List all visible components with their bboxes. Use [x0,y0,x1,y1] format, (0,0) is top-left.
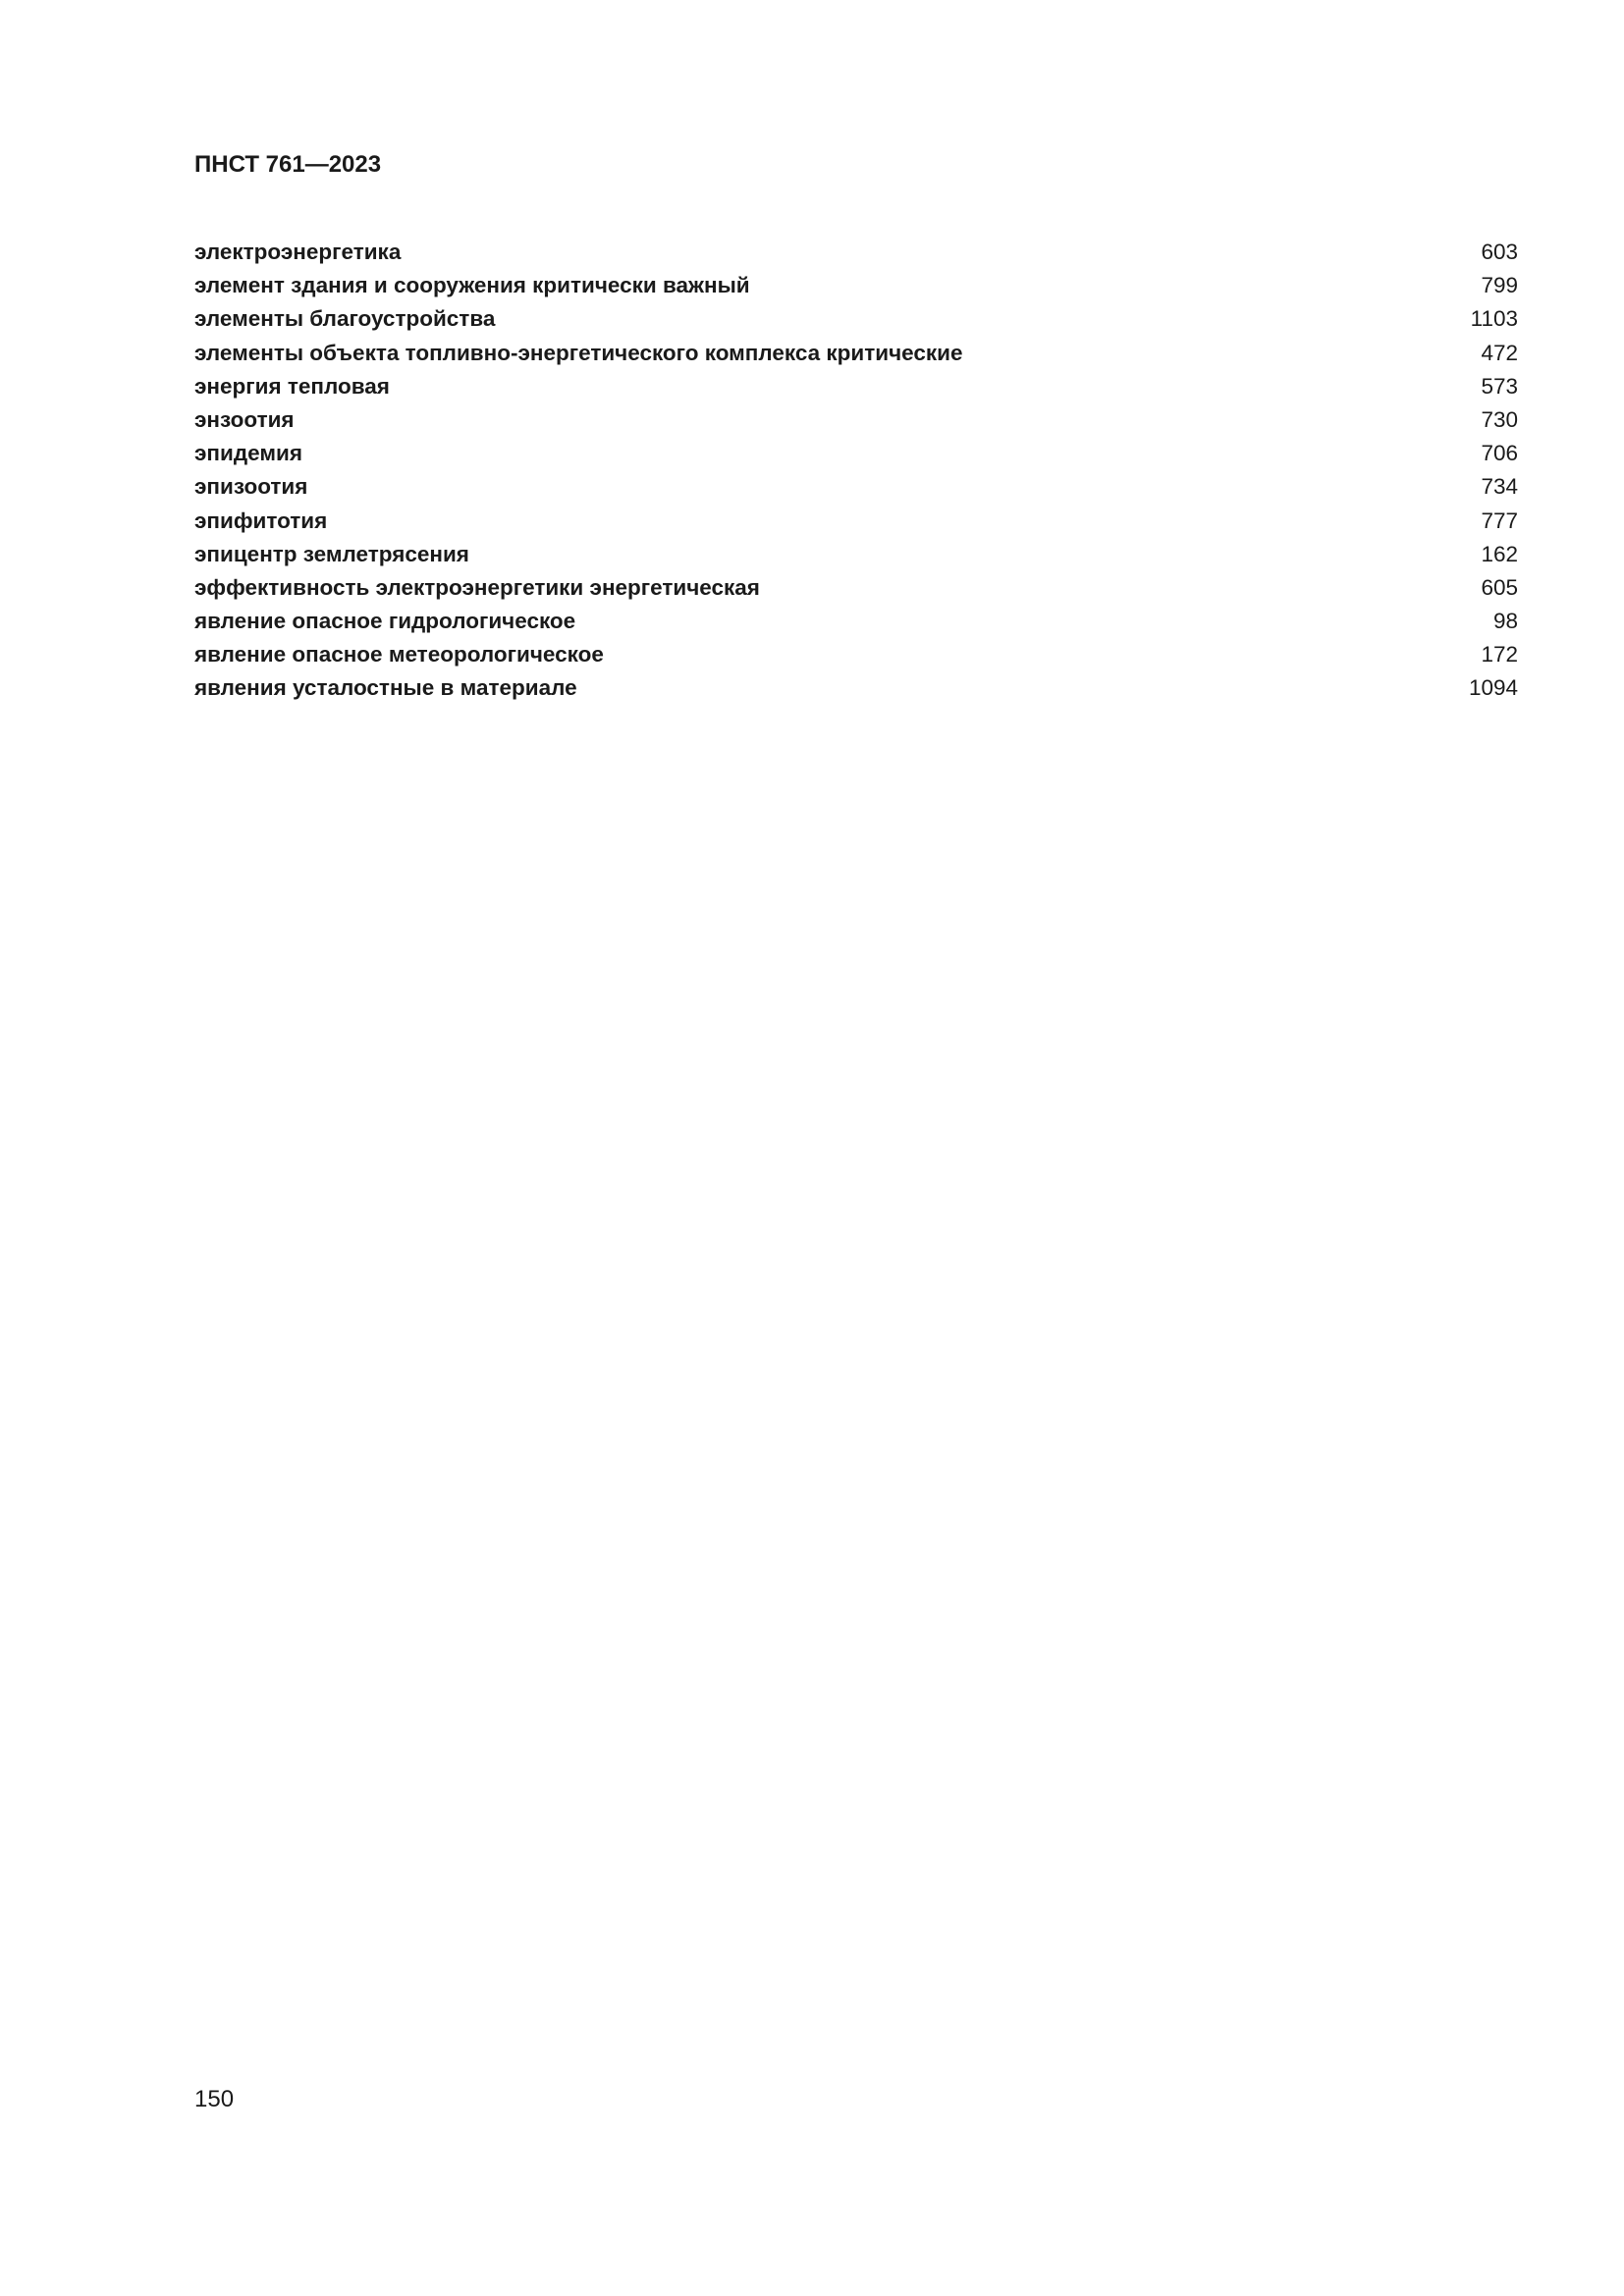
index-term: энергия тепловая [194,373,390,399]
index-term: элементы благоустройства [194,306,496,332]
index-entry [194,571,1518,605]
page-number: 150 [194,2086,235,2112]
index-entry [194,337,1518,370]
index-entry [194,638,1518,671]
index-entry [194,403,1518,437]
index-page-ref: 172 [1481,642,1518,667]
index-term: энзоотия [194,406,295,432]
index-term: эпизоотия [194,474,308,500]
index-page-ref: 1094 [1468,675,1518,701]
index-page-ref: 603 [1481,240,1518,264]
index-entry [194,370,1518,403]
index-entry [194,269,1518,302]
index-entry [194,605,1518,638]
index-entry [194,505,1518,538]
index-term: явления усталостные в материале [194,675,577,701]
index-page-ref: 730 [1481,406,1518,432]
index-page-ref: 573 [1481,373,1518,399]
index-entry [194,671,1518,705]
index-term: электроэнергетика [194,240,402,264]
index-page-ref: 472 [1481,340,1518,365]
index-term: эффективность электроэнергетики энергетическая [194,574,760,600]
index-entry [194,302,1518,336]
alphabetical-index [194,236,1518,706]
index-term: элемент здания и сооружения критически важный [194,273,750,298]
index-entry [194,470,1518,504]
index-term: эпифитотия [194,507,328,533]
index-page-ref: 162 [1481,541,1518,566]
index-page-ref: 799 [1481,273,1518,298]
index-term: элементы объекта топливно-энергетического комплекса критические [194,340,963,365]
index-term: эпицентр землетрясения [194,541,469,566]
index-page-ref: 605 [1481,574,1518,600]
index-page-ref: 734 [1481,474,1518,500]
index-page-ref: 706 [1481,441,1518,466]
index-page-ref: 98 [1492,609,1518,634]
index-term: явление опасное метеорологическое [194,642,604,667]
index-entry [194,236,1518,269]
index-term: явление опасное гидрологическое [194,609,576,634]
index-page-ref: 777 [1481,507,1518,533]
index-term: эпидемия [194,441,302,466]
index-entry [194,538,1518,571]
document-code: ПНСТ 761—2023 [194,151,382,178]
index-entry [194,437,1518,470]
index-page-ref: 1103 [1470,306,1518,332]
